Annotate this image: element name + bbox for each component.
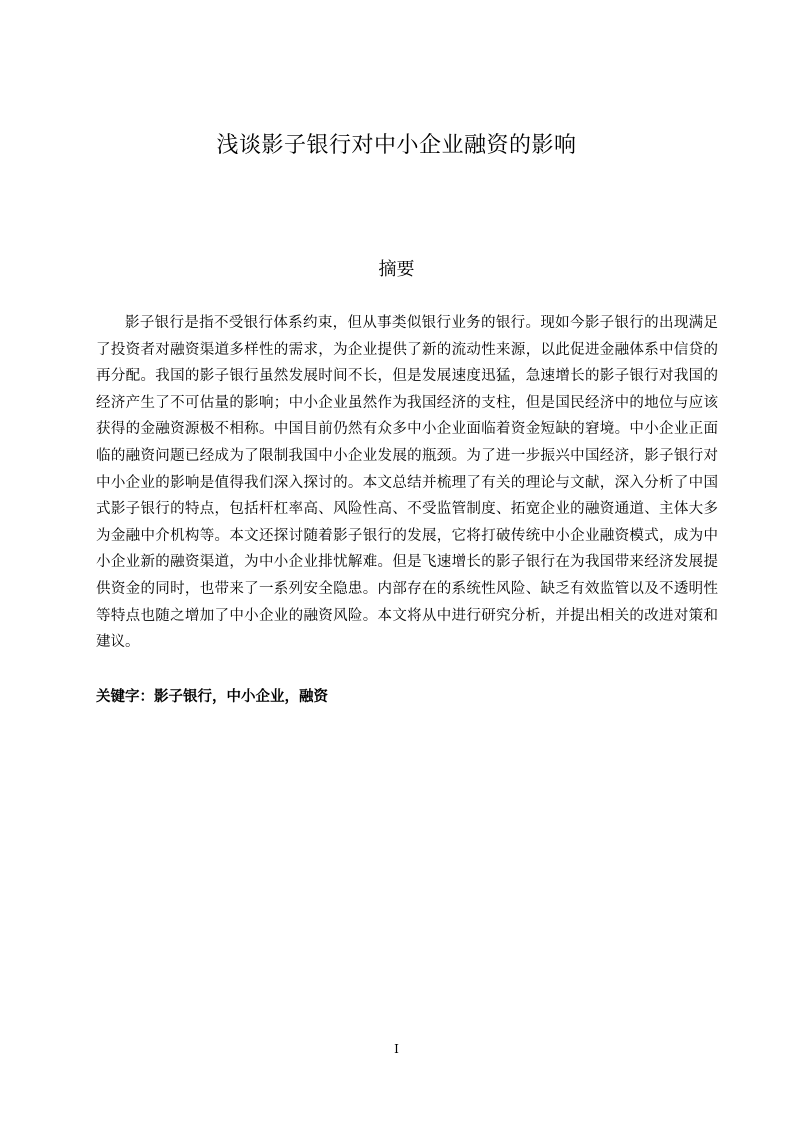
- page-number: I: [394, 1042, 399, 1056]
- paper-title: 浅谈影子银行对中小企业融资的影响: [216, 133, 577, 158]
- abstract-heading: 摘要: [378, 259, 415, 280]
- abstract-body: 影子银行是指不受银行体系约束，但从事类似银行业务的银行。现如今影子银行的出现满足了投资者对融资渠道多样性的需求，为企业提供了新的流动性来源，以此促进金融体系中信贷的再分配。我国的影子银行虽然发展时间不长，但是发展速度迅猛，急速增长的影子银行对我国的经济产生了不可估量的影响；中小企业虽然作为我国经济的支柱，但是国民经济中的地位与应该获得的金融资源极不相称。中国目前仍然有众多中小企业面临着资金短缺的窘境。中小企业正面临的融资问题已经成为了限制我国中小企业发展的瓶颈。为了进一步振兴中国经济，影子银行对中小企业的影响是值得我们深入探讨的。本文总结并梳理了有关的理论与文献，深入分析了中国式影子银行的特点，包括杆杠率高、风险性高、不受监管制度、拓宽企业的融资通道、主体大多为金融中介机构等。本文还探讨随着影子银行的发展，它将打破传统中小企业融资模式，成为中小企业新的融资渠道，为中小企业排忧解难。但是飞速增长的影子银行在为我国带来经济发展提供资金的同时，也带来了一系列安全隐患。内部存在的系统性风险、缺乏有效监管以及不透明性等特点也随之增加了中小企业的融资风险。本文将从中进行研究分析，并提出相关的改进对策和建议。: [96, 315, 718, 651]
- keywords-line: 关键字：影子银行，中小企业，融资: [96, 689, 328, 705]
